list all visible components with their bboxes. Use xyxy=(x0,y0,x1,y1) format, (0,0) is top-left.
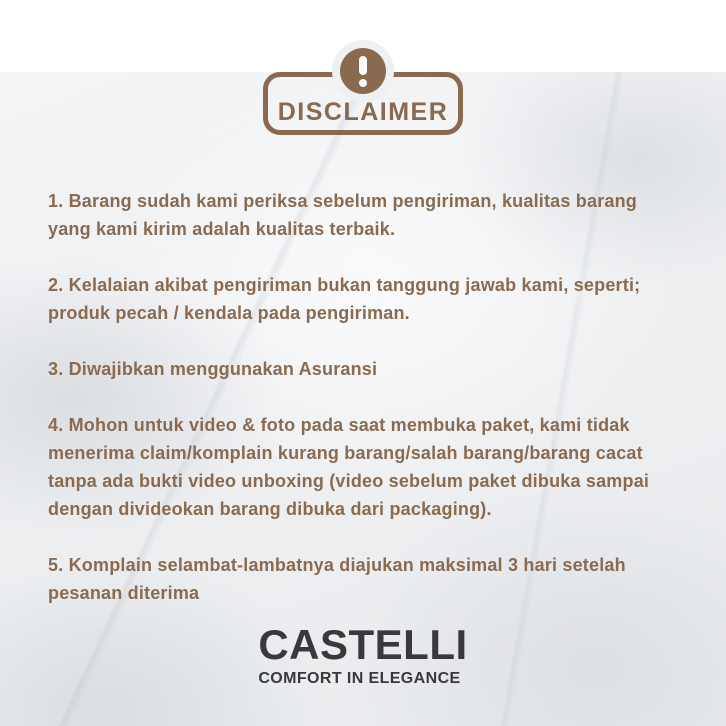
disclaimer-item-1: 1. Barang sudah kami periksa sebelum pengiriman, kualitas barang yang kami kirim adalah kualitas terbaik. xyxy=(48,191,638,239)
disclaimer-badge xyxy=(263,72,463,135)
disclaimer-item-4: 4. Mohon untuk video & foto pada saat membuka paket, kami tidak menerima claim/komplain kurang barang/salah barang/barang cacat tanpa ada bukti video unboxing (video sebelum paket dibuka sampai dengan divideokan barang dibuka dari packaging). xyxy=(48,415,650,519)
disclaimer-item-2: 2. Kelalaian akibat pengiriman bukan tanggung jawab kami, seperti; produk pecah / kendala pada pengiriman. xyxy=(48,275,641,323)
brand-tagline: COMFORT IN ELEGANCE xyxy=(258,670,461,687)
brand-logo xyxy=(258,623,467,689)
disclaimer-poster xyxy=(0,72,726,726)
exclamation-icon xyxy=(340,48,386,94)
disclaimer-title: DISCLAIMER xyxy=(277,97,449,126)
brand-name: CASTELLI xyxy=(258,621,468,668)
disclaimer-list xyxy=(48,187,680,607)
disclaimer-item-5: 5. Komplain selambat-lambatnya diajukan maksimal 3 hari setelah pesanan diterima xyxy=(48,555,626,603)
exclamation-dot xyxy=(359,79,367,87)
exclamation-bar xyxy=(359,56,367,75)
brand-block xyxy=(0,623,726,689)
disclaimer-item-3: 3. Diwajibkan menggunakan Asuransi xyxy=(48,359,378,379)
